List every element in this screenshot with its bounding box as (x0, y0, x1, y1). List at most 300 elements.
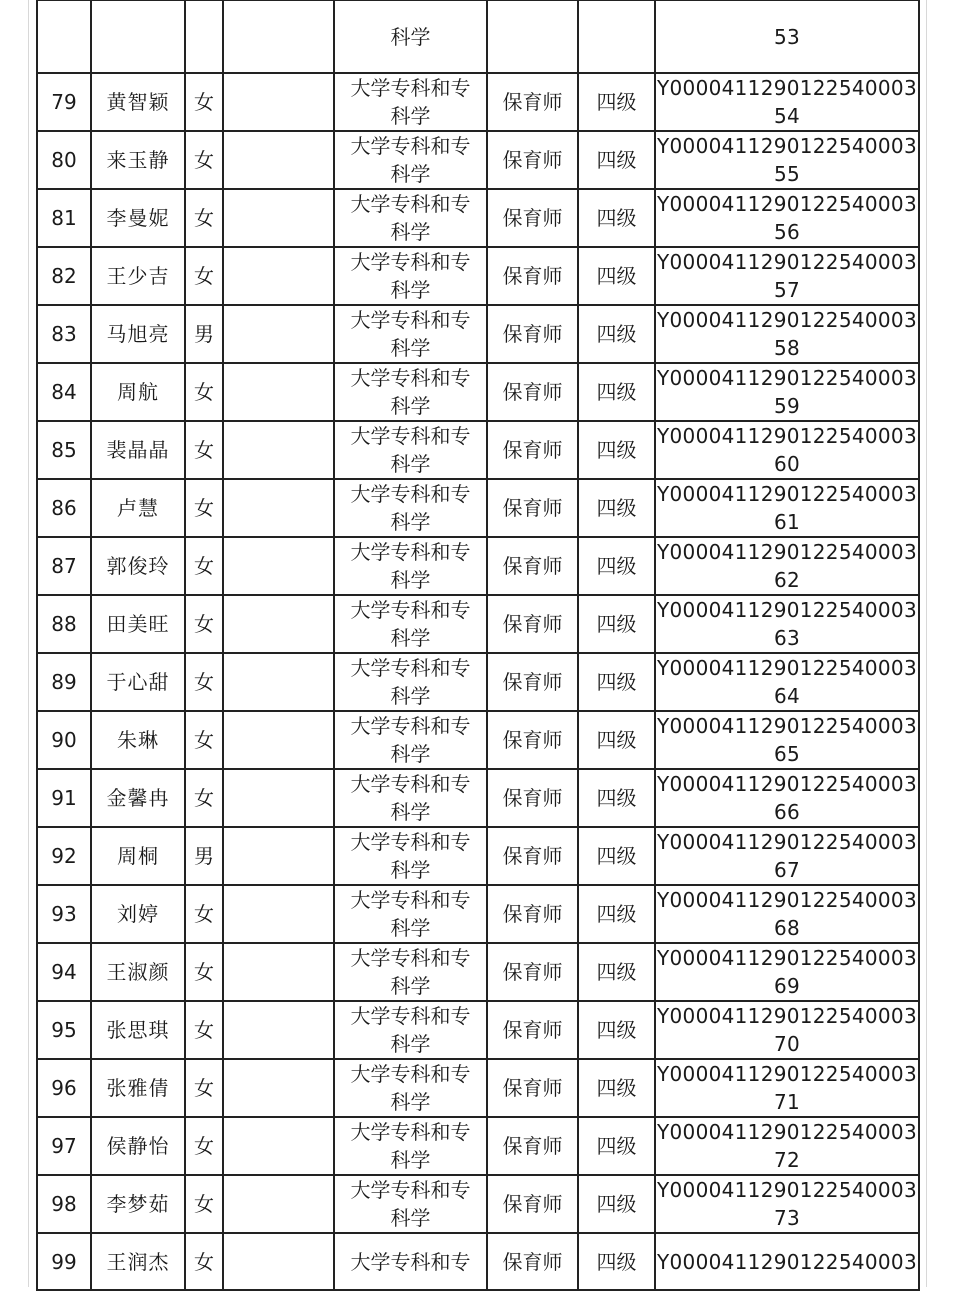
skill-level: 四级 (596, 90, 637, 114)
cell-name (91, 421, 185, 479)
job-title: 保育师 (502, 670, 563, 694)
cell-num (37, 537, 91, 595)
table-row (37, 479, 919, 537)
row-number: 91 (51, 786, 77, 810)
cell-certificate (655, 885, 919, 943)
cell-level (578, 769, 655, 827)
table-row (37, 421, 919, 479)
gender: 男 (194, 844, 214, 868)
cell-name (91, 0, 185, 73)
skill-level: 四级 (596, 960, 637, 984)
certificate-line1: Y0000411290122540003 (657, 714, 917, 738)
gender: 男 (194, 322, 214, 346)
cell-job (487, 1175, 578, 1233)
certificate-line2: 69 (773, 974, 801, 998)
cell-education (334, 711, 487, 769)
cell-job (487, 479, 578, 537)
cell-gender (185, 885, 223, 943)
gender: 女 (194, 380, 214, 404)
cell-job (487, 73, 578, 131)
education-line2: 科学 (390, 1148, 431, 1172)
cell-name (91, 1059, 185, 1117)
certificate-line2: 58 (773, 336, 801, 360)
row-number: 88 (51, 612, 77, 636)
skill-level: 四级 (596, 1076, 637, 1100)
cell-education (334, 0, 487, 73)
skill-level: 四级 (596, 1249, 637, 1274)
cell-gender (185, 305, 223, 363)
education-line2: 科学 (390, 336, 431, 360)
certificate-line1: Y0000411290122540003 (657, 250, 917, 274)
cell-num (37, 827, 91, 885)
cell-education (334, 1117, 487, 1175)
education-line1: 大学专科和专 (350, 1004, 471, 1028)
job-title: 保育师 (502, 206, 563, 230)
row-number: 83 (51, 322, 77, 346)
cell-education (334, 595, 487, 653)
cell-blank (223, 1001, 334, 1059)
cell-job (487, 305, 578, 363)
job-title: 保育师 (502, 438, 563, 462)
table-row (37, 189, 919, 247)
person-name: 裴晶晶 (106, 438, 170, 462)
cell-certificate (655, 1117, 919, 1175)
cell-job (487, 421, 578, 479)
cell-certificate (655, 247, 919, 305)
cell-blank (223, 885, 334, 943)
education-line1: 大学专科和专 (350, 540, 471, 564)
certificate-line2: 68 (773, 916, 801, 940)
cell-blank (223, 1175, 334, 1233)
cell-gender (185, 189, 223, 247)
education-line2: 科学 (390, 394, 431, 418)
cell-education (334, 1233, 487, 1290)
gender: 女 (194, 496, 214, 520)
education-line2: 科学 (390, 626, 431, 650)
skill-level: 四级 (596, 322, 637, 346)
gender: 女 (194, 1018, 214, 1042)
person-name: 张思琪 (106, 1018, 170, 1042)
cell-level (578, 711, 655, 769)
person-name: 黄智颖 (106, 90, 170, 114)
job-title: 保育师 (502, 1192, 563, 1216)
certificate-line2: 73 (773, 1206, 801, 1230)
cell-job (487, 189, 578, 247)
skill-level: 四级 (596, 670, 637, 694)
table-row (37, 305, 919, 363)
person-name: 刘婷 (117, 902, 159, 926)
cell-name (91, 189, 185, 247)
gender: 女 (194, 90, 214, 114)
certificate-line1: Y0000411290122540003 (657, 134, 917, 158)
cell-education (334, 653, 487, 711)
education-line1: 大学专科和专 (350, 714, 471, 738)
roster-table (36, 0, 920, 1291)
certificate-line2: 67 (773, 858, 801, 882)
certificate-line2: 55 (773, 162, 801, 186)
cell-education (334, 537, 487, 595)
skill-level: 四级 (596, 496, 637, 520)
table-row (37, 537, 919, 595)
cell-certificate (655, 305, 919, 363)
cell-level (578, 247, 655, 305)
certificate-line1: Y0000411290122540003 (657, 830, 917, 854)
row-number: 95 (51, 1018, 77, 1042)
cell-certificate (655, 73, 919, 131)
roster-body (37, 0, 919, 1290)
skill-level: 四级 (596, 612, 637, 636)
cell-level (578, 537, 655, 595)
table-row (37, 73, 919, 131)
cell-blank (223, 421, 334, 479)
cell-name (91, 653, 185, 711)
cell-level (578, 363, 655, 421)
cell-name (91, 885, 185, 943)
certificate-line1: Y0000411290122540003 (657, 424, 917, 448)
certificate-line2: 66 (773, 800, 801, 824)
cell-name (91, 537, 185, 595)
cell-level (578, 189, 655, 247)
cell-education (334, 943, 487, 1001)
cell-num (37, 1059, 91, 1117)
table-row (37, 769, 919, 827)
gender: 女 (194, 554, 214, 578)
cell-education (334, 421, 487, 479)
job-title: 保育师 (502, 554, 563, 578)
job-title: 保育师 (502, 1134, 563, 1158)
cell-num (37, 769, 91, 827)
education-line2: 科学 (390, 510, 431, 534)
certificate-line1: Y0000411290122540003 (657, 1120, 917, 1144)
cell-level (578, 943, 655, 1001)
cell-gender (185, 595, 223, 653)
person-name: 周航 (117, 380, 159, 404)
cell-certificate (655, 1059, 919, 1117)
gender: 女 (194, 264, 214, 288)
row-number: 81 (51, 206, 77, 230)
gender: 女 (194, 960, 214, 984)
cell-num (37, 305, 91, 363)
cell-level (578, 595, 655, 653)
education-line2: 科学 (390, 220, 431, 244)
cell-blank (223, 711, 334, 769)
row-number: 94 (51, 960, 77, 984)
cell-job (487, 247, 578, 305)
education-line2: 科学 (390, 916, 431, 940)
cell-num (37, 711, 91, 769)
cell-job (487, 885, 578, 943)
certificate-line1: Y0000411290122540003 (657, 76, 917, 100)
cell-level (578, 73, 655, 131)
cell-certificate (655, 131, 919, 189)
table-row (37, 1175, 919, 1233)
gender: 女 (194, 1192, 214, 1216)
person-name: 王少吉 (106, 264, 170, 288)
certificate-line1: Y0000411290122540003 (657, 308, 917, 332)
table-row (37, 711, 919, 769)
job-title: 保育师 (502, 148, 563, 172)
education-line2: 科学 (390, 742, 431, 766)
education-line1: 大学专科和专 (350, 424, 471, 448)
cell-num (37, 885, 91, 943)
cell-blank (223, 1059, 334, 1117)
cell-num (37, 1001, 91, 1059)
cell-gender (185, 1001, 223, 1059)
cell-num (37, 943, 91, 1001)
job-title: 保育师 (502, 322, 563, 346)
cell-num (37, 595, 91, 653)
education-line1: 大学专科和专 (350, 656, 471, 680)
education-line2: 科学 (390, 684, 431, 708)
education-line2: 科学 (390, 1206, 431, 1230)
cell-education (334, 1001, 487, 1059)
skill-level: 四级 (596, 148, 637, 172)
education-line1: 大学专科和专 (350, 888, 471, 912)
cell-num (37, 363, 91, 421)
cell-level (578, 479, 655, 537)
gender: 女 (194, 1249, 214, 1274)
cell-education (334, 305, 487, 363)
education-line1: 大学专科和专 (350, 134, 471, 158)
cell-gender (185, 711, 223, 769)
cell-num (37, 1117, 91, 1175)
job-title: 保育师 (502, 844, 563, 868)
education-line1: 大学专科和专 (350, 1120, 471, 1144)
education-line1: 大学专科和专 (350, 250, 471, 274)
skill-level: 四级 (596, 786, 637, 810)
cell-name (91, 827, 185, 885)
cell-job (487, 1233, 578, 1290)
page-edge-left (28, 0, 29, 1287)
cell-blank (223, 595, 334, 653)
skill-level: 四级 (596, 1192, 637, 1216)
row-number: 79 (51, 90, 77, 114)
row-number: 90 (51, 728, 77, 752)
education-line1: 大学专科和专 (350, 192, 471, 216)
education-line1: 大学专科和专 (350, 1178, 471, 1202)
cell-education (334, 363, 487, 421)
education-line1: 大学专科和专 (350, 366, 471, 390)
cell-level (578, 653, 655, 711)
cell-certificate (655, 1175, 919, 1233)
education-line1: 大学专科和专 (350, 76, 471, 100)
job-title: 保育师 (502, 496, 563, 520)
cell-gender (185, 653, 223, 711)
certificate-line1: Y0000411290122540003 (657, 656, 917, 680)
education-line1: 大学专科和专 (350, 830, 471, 854)
cell-job (487, 1117, 578, 1175)
cell-name (91, 1233, 185, 1290)
table-row (37, 653, 919, 711)
cell-gender (185, 73, 223, 131)
row-number: 84 (51, 380, 77, 404)
cell-education (334, 247, 487, 305)
person-name: 王淑颜 (106, 960, 170, 984)
cell-gender (185, 769, 223, 827)
cell-num (37, 421, 91, 479)
cell-education (334, 73, 487, 131)
certificate-line1: Y0000411290122540003 (657, 946, 917, 970)
person-name: 于心甜 (106, 670, 170, 694)
cell-education (334, 131, 487, 189)
cell-num (37, 1233, 91, 1290)
row-number: 86 (51, 496, 77, 520)
education-line1: 大学专科和专 (350, 1062, 471, 1086)
certificate-line2: 57 (773, 278, 801, 302)
cell-gender (185, 943, 223, 1001)
cell-level (578, 0, 655, 73)
certificate-line2: 65 (773, 742, 801, 766)
cell-education (334, 885, 487, 943)
certificate-line1: Y0000411290122540003 (657, 598, 917, 622)
person-name: 卢慧 (117, 496, 159, 520)
cell-num (37, 1175, 91, 1233)
gender: 女 (194, 1076, 214, 1100)
person-name: 金馨冉 (106, 786, 170, 810)
cell-level (578, 827, 655, 885)
certificate-line1: Y0000411290122540003 (657, 1249, 917, 1274)
person-name: 朱琳 (117, 728, 159, 752)
cell-certificate (655, 769, 919, 827)
cell-certificate (655, 595, 919, 653)
certificate-line1: Y0000411290122540003 (657, 192, 917, 216)
education-line2: 科学 (390, 568, 431, 592)
cell-certificate (655, 943, 919, 1001)
cell-education (334, 1059, 487, 1117)
education-line1: 大学专科和专 (350, 308, 471, 332)
cell-job (487, 537, 578, 595)
education-line2: 科学 (390, 858, 431, 882)
cell-gender (185, 479, 223, 537)
cell-num (37, 653, 91, 711)
cell-name (91, 711, 185, 769)
certificate-line2: 62 (773, 568, 801, 592)
certificate-line2: 72 (773, 1148, 801, 1172)
skill-level: 四级 (596, 380, 637, 404)
person-name: 周桐 (117, 844, 159, 868)
education-line2: 科学 (390, 1090, 431, 1114)
certificate-tail: 53 (773, 24, 801, 49)
table-row (37, 363, 919, 421)
person-name: 李梦茹 (106, 1192, 170, 1216)
row-number: 98 (51, 1192, 77, 1216)
cell-name (91, 1175, 185, 1233)
cell-gender (185, 537, 223, 595)
page-edge-right (926, 0, 927, 1287)
cell-blank (223, 0, 334, 73)
cell-certificate (655, 479, 919, 537)
cell-name (91, 363, 185, 421)
cell-blank (223, 537, 334, 595)
cell-blank (223, 1117, 334, 1175)
education-line2: 科学 (390, 974, 431, 998)
education-line2: 科学 (390, 278, 431, 302)
cell-num (37, 247, 91, 305)
cell-blank (223, 247, 334, 305)
cell-num (37, 131, 91, 189)
cell-blank (223, 131, 334, 189)
skill-level: 四级 (596, 206, 637, 230)
cell-num (37, 189, 91, 247)
cell-job (487, 769, 578, 827)
education-line1: 大学专科和专 (350, 946, 471, 970)
cell-gender (185, 1175, 223, 1233)
cell-blank (223, 827, 334, 885)
job-title: 保育师 (502, 728, 563, 752)
row-number: 92 (51, 844, 77, 868)
job-title: 保育师 (502, 786, 563, 810)
certificate-line2: 64 (773, 684, 801, 708)
cell-certificate (655, 421, 919, 479)
cell-name (91, 1001, 185, 1059)
cell-name (91, 595, 185, 653)
cell-level (578, 131, 655, 189)
cell-name (91, 769, 185, 827)
certificate-line2: 70 (773, 1032, 801, 1056)
certificate-line1: Y0000411290122540003 (657, 482, 917, 506)
cell-certificate (655, 0, 919, 73)
cell-gender (185, 131, 223, 189)
row-number: 89 (51, 670, 77, 694)
row-number: 85 (51, 438, 77, 462)
certificate-line1: Y0000411290122540003 (657, 366, 917, 390)
row-number: 80 (51, 148, 77, 172)
skill-level: 四级 (596, 554, 637, 578)
education-line2: 科学 (390, 1032, 431, 1056)
cell-education (334, 827, 487, 885)
cell-num (37, 479, 91, 537)
cell-education (334, 189, 487, 247)
cell-blank (223, 943, 334, 1001)
cell-gender (185, 0, 223, 73)
cell-job (487, 827, 578, 885)
job-title: 保育师 (502, 380, 563, 404)
person-name: 张雅倩 (106, 1076, 170, 1100)
row-number: 93 (51, 902, 77, 926)
cell-certificate (655, 1233, 919, 1290)
cell-level (578, 1233, 655, 1290)
cell-job (487, 1059, 578, 1117)
row-number: 87 (51, 554, 77, 578)
table-row (37, 827, 919, 885)
person-name: 来玉静 (106, 148, 170, 172)
skill-level: 四级 (596, 264, 637, 288)
education-line2: 科学 (390, 104, 431, 128)
cell-certificate (655, 653, 919, 711)
gender: 女 (194, 670, 214, 694)
cell-name (91, 479, 185, 537)
certificate-line1: Y0000411290122540003 (657, 540, 917, 564)
gender: 女 (194, 728, 214, 752)
cell-gender (185, 1117, 223, 1175)
job-title: 保育师 (502, 902, 563, 926)
cell-job (487, 943, 578, 1001)
table-row (37, 247, 919, 305)
job-title: 保育师 (502, 1249, 563, 1274)
table-row (37, 131, 919, 189)
table-row (37, 885, 919, 943)
certificate-line1: Y0000411290122540003 (657, 1004, 917, 1028)
cell-blank (223, 653, 334, 711)
person-name: 李曼妮 (106, 206, 170, 230)
row-number: 99 (51, 1249, 77, 1274)
certificate-line2: 54 (773, 104, 801, 128)
cell-job (487, 1001, 578, 1059)
education-line1: 大学专科和专 (350, 482, 471, 506)
cell-gender (185, 421, 223, 479)
cell-job (487, 363, 578, 421)
cell-certificate (655, 827, 919, 885)
